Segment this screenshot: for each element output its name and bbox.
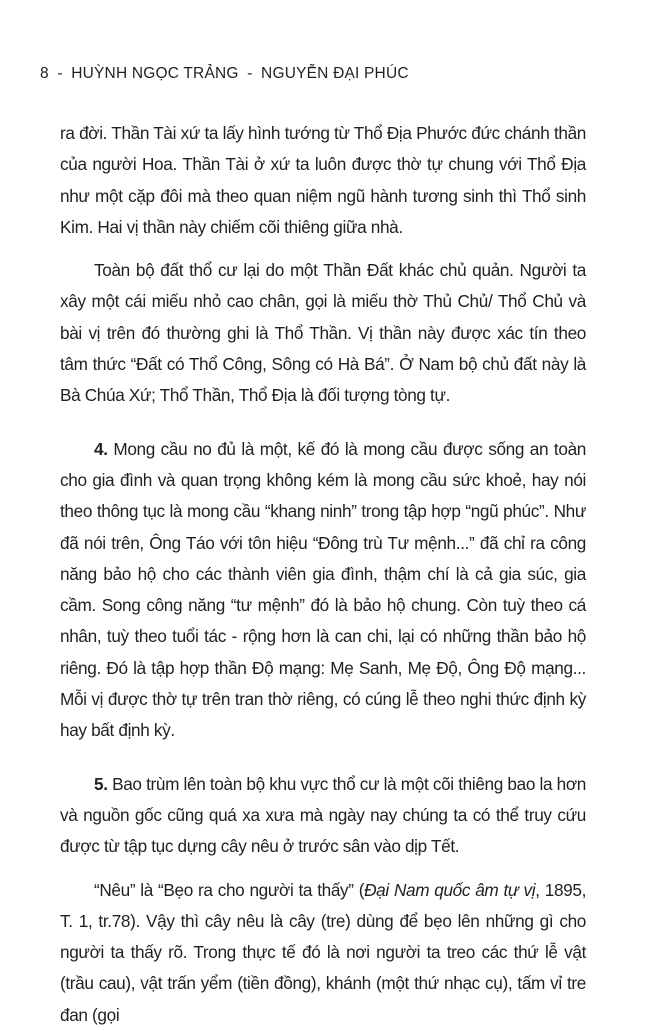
section-number-4: 4. [94, 438, 108, 459]
neu-text-a: “Nêu” là “Bẹo ra cho người ta thấy” ( [94, 879, 365, 900]
section-number-5: 5. [94, 773, 108, 794]
paragraph-section-5 [60, 769, 586, 863]
body-text [60, 118, 586, 1031]
page-number: 8 [40, 65, 49, 82]
neu-text-b: , 1895, T. 1, tr.78). Vậy thì cây nêu là cây (tre) dùng để bẹo lên những gì cho người ta thấy rõ. Trong thực tế đó là nơi người ta treo các thứ lễ vật (trầu cau), vật trấn yểm (tiền đồng), khánh (một thứ nhạc cụ), tấm vỉ tre đan (gọi [60, 879, 586, 1025]
paragraph-section-4 [60, 434, 586, 747]
paragraph-continuation: ra đời. Thần Tài xứ ta lấy hình tướng từ Thổ Địa Phước đức chánh thần của người Hoa. Thần Tài ở xứ ta luôn được thờ tự chung với Thổ Địa như một cặp đôi mà theo quan niệm ngũ hành tương sinh thì Thổ sinh Kim. Hai vị thần này chiếm cõi thiêng giữa nhà. [60, 123, 586, 237]
paragraph-tho-than: Toàn bộ đất thổ cư lại do một Thần Đất khác chủ quản. Người ta xây một cái miếu nhỏ cao chân, gọi là miếu thờ Thủ Chủ/ Thổ Chủ và bài vị trên đó thường ghi là Thổ Thần. Vị thần này được xác tín theo tâm thức “Đất có Thổ Công, Sông có Hà Bá”. Ở Nam bộ chủ đất này là Bà Chúa Xứ; Thổ Thần, Thổ Địa là đối tượng tòng tự. [60, 260, 586, 406]
header-separator: - [57, 65, 63, 82]
author-2: NGUYỄN ĐẠI PHÚC [261, 65, 409, 82]
dictionary-title: Đại Nam quốc âm tự vị [364, 879, 536, 900]
author-separator: - [247, 65, 253, 82]
section-5-text: Bao trùm lên toàn bộ khu vực thổ cư là một cõi thiêng bao la hơn và nguồn gốc cũng quá xa xưa mà ngày nay chúng ta có thể truy cứu được từ tập tục dựng cây nêu ở trước sân vào dịp Tết. [60, 773, 586, 857]
author-1: HUỲNH NGỌC TRẢNG [71, 65, 239, 82]
running-header [40, 65, 409, 83]
section-4-text: Mong cầu no đủ là một, kế đó là mong cầu được sống an toàn cho gia đình và quan trọng không kém là mong cầu sức khoẻ, hay nói theo thông tục là mong cầu “khang ninh” trong tập hợp “ngũ phúc”. Như đã nói trên, Ông Táo với tôn hiệu “Đông trù Tư mệnh...” đã chỉ ra công năng bảo hộ cho các thành viên gia đình, thậm chí là cả gia súc, gia cầm. Song công năng “tư mệnh” đó là bảo hộ chung. Còn tuỳ theo cá nhân, tuỳ theo tuổi tác - rộng hơn là can chi, lại có những thần bảo hộ riêng. Đó là tập hợp thần Độ mạng: Mẹ Sanh, Mẹ Độ, Ông Độ mạng... Mỗi vị được thờ tự trên tran thờ riêng, có cúng lễ theo nghi thức định kỳ hay bất định kỳ. [60, 438, 586, 741]
paragraph-neu [60, 875, 586, 1031]
